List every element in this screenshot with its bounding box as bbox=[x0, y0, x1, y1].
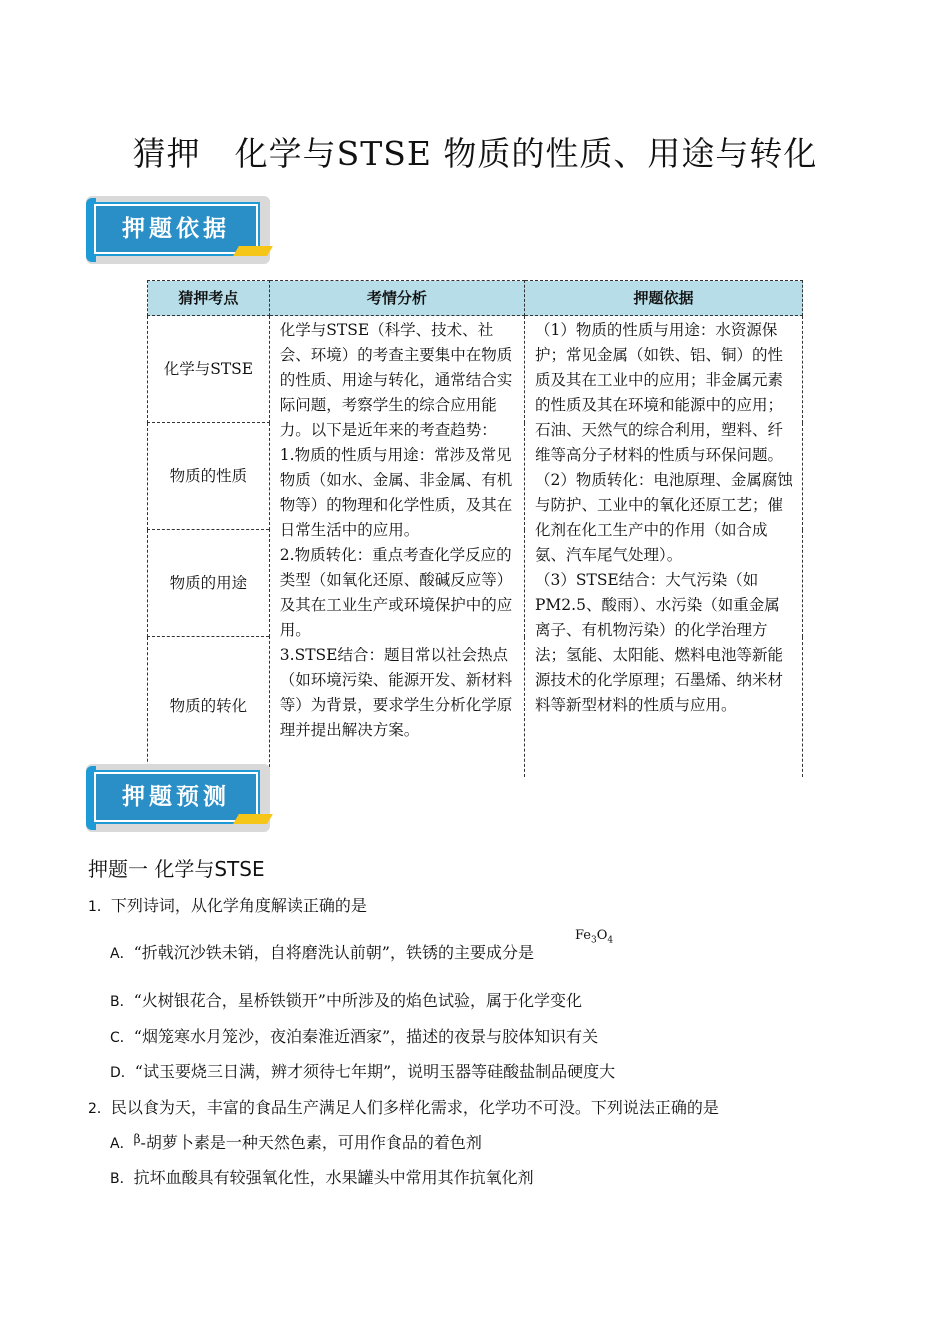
predict-badge-label: 押题预测 bbox=[122, 784, 230, 810]
question-2-stem: 民以食为天，丰富的食品生产满足人们多样化需求，化学功不可没。下列说法正确的是 bbox=[110, 1098, 719, 1117]
question-1-number: 1． bbox=[88, 899, 111, 915]
analysis-point-1: 1.物质的性质与用途：常涉及常见物质（如水、金属、非金属、有机物等）的物理和化学性质，及其在日常生活中的应用。 bbox=[279, 446, 513, 539]
header-analysis: 考情分析 bbox=[269, 281, 524, 316]
basis-badge bbox=[86, 196, 270, 264]
kaodian-property: 物质的性质 bbox=[148, 423, 270, 530]
basis-badge-label: 押题依据 bbox=[122, 216, 230, 242]
fe3o4-formula: $Fe_3O_4$ bbox=[575, 928, 614, 946]
q1-option-c[interactable]: C．“烟笼寒水月笼沙，夜泊秦淮近酒家”，描述的夜景与胶体知识有关 bbox=[110, 1027, 599, 1046]
question-1-stem: 下列诗词，从化学角度解读正确的是 bbox=[110, 896, 367, 915]
analysis-intro: 化学与STSE（科学、技术、社会、环境）的考查主要集中在物质的性质、用途与转化，通常结合实际问题，考察学生的综合应用能力。以下是近年来的考查趋势： bbox=[279, 321, 513, 439]
kaodian-usage: 物质的用途 bbox=[148, 530, 270, 637]
q1-option-b[interactable]: B．“火树银花合，星桥铁锁开”中所涉及的焰色试验，属于化学变化 bbox=[110, 991, 582, 1010]
q1-option-a[interactable]: A．“折戟沉沙铁未销，自将磨洗认前朝”，铁锈的主要成分是 bbox=[110, 943, 534, 962]
header-basis: 押题依据 bbox=[525, 281, 803, 316]
question-1 bbox=[88, 893, 367, 916]
q1-option-d[interactable]: D．“试玉要烧三日满，辨才须待七年期”，说明玉器等硅酸盐制品硬度大 bbox=[110, 1062, 616, 1081]
q2-option-a[interactable]: A．$^\beta$-胡萝卜素是一种天然色素，可用作食品的着色剂 bbox=[110, 1132, 482, 1152]
section-heading: 押题一 化学与STSE bbox=[88, 857, 265, 881]
basis-table bbox=[147, 280, 803, 777]
pencil-icon bbox=[233, 814, 273, 824]
header-kaodian: 猜押考点 bbox=[148, 281, 270, 316]
analysis-cell bbox=[269, 316, 524, 777]
predict-badge bbox=[86, 764, 270, 832]
basis-cell bbox=[525, 316, 803, 777]
pencil-icon bbox=[233, 246, 273, 256]
analysis-point-3: 3.STSE结合：题目常以社会热点（如环境污染、能源开发、新材料等）为背景，要求学生分析化学原理并提出解决方案。 bbox=[279, 646, 513, 739]
question-2 bbox=[88, 1095, 719, 1118]
question-2-number: 2． bbox=[88, 1101, 111, 1117]
analysis-point-2: 2.物质转化：重点考查化学反应的类型（如氧化还原、酸碱反应等）及其在工业生产或环境保护中的应用。 bbox=[279, 546, 513, 639]
page-title: 猜押 化学与STSE 物质的性质、用途与转化 bbox=[132, 134, 818, 173]
kaodian-stse: 化学与STSE bbox=[148, 316, 270, 423]
basis-point-2: （2）物质转化：电池原理、金属腐蚀与防护、工业中的氧化还原工艺；催化剂在化工生产中的作用（如合成氨、汽车尾气处理）。 bbox=[535, 471, 793, 564]
basis-point-1: （1）物质的性质与用途：水资源保护；常见金属（如铁、铝、铜）的性质及其在工业中的应用；非金属元素的性质及其在环境和能源中的应用；石油、天然气的综合利用，塑料、纤维等高分子材料的性质与环保问题。 bbox=[535, 321, 784, 464]
q2-option-b[interactable]: B．抗坏血酸具有较强氧化性，水果罐头中常用其作抗氧化剂 bbox=[110, 1168, 534, 1187]
basis-point-3: （3）STSE结合：大气污染（如PM2.5、酸雨）、水污染（如重金属离子、有机物污染）的化学治理方法；氢能、太阳能、燃料电池等新能源技术的化学原理；石墨烯、纳米材料等新型材料的性质与应用。 bbox=[535, 571, 784, 714]
kaodian-conversion: 物质的转化 bbox=[148, 637, 270, 777]
